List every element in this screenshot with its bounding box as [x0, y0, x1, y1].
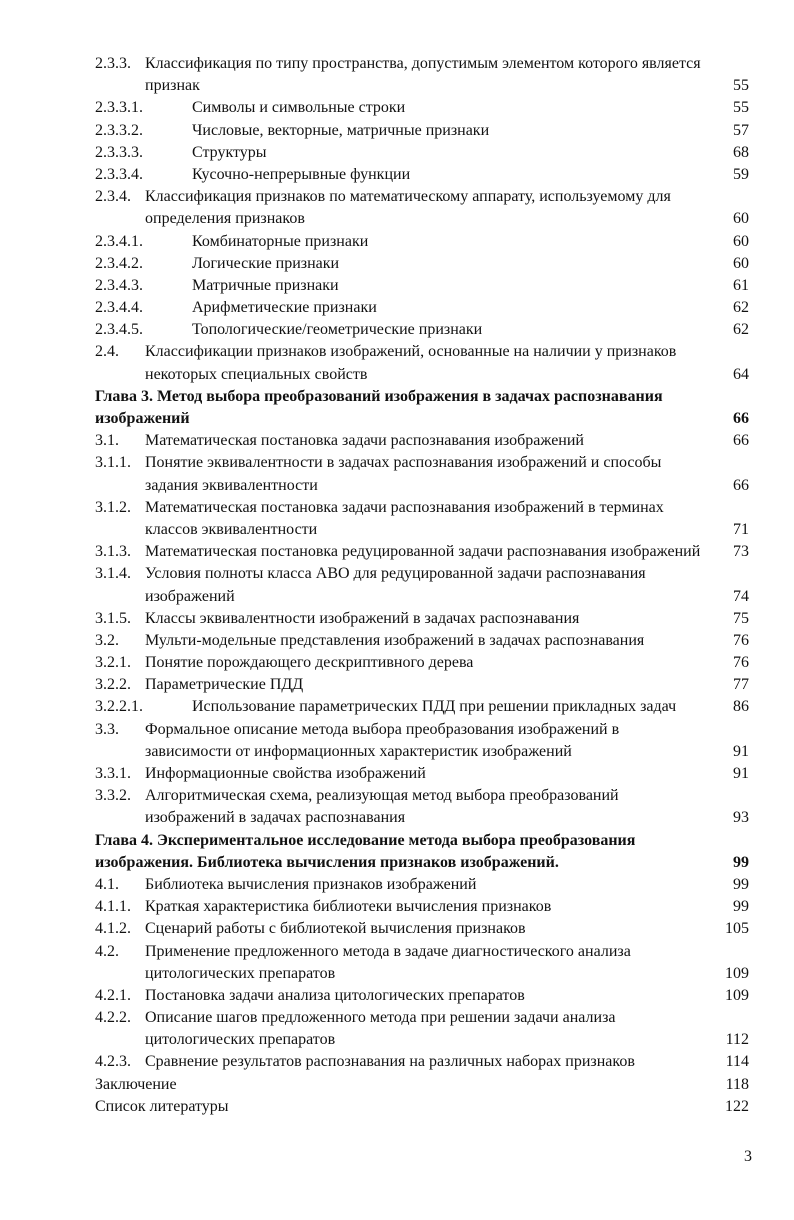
section-number: 2.3.4. [95, 188, 131, 206]
section-number: 4.1.2. [95, 920, 131, 938]
toc-line [95, 674, 749, 696]
section-number: 3.1.2. [95, 498, 131, 516]
page-ref: 66 [733, 476, 749, 494]
toc-entry [95, 120, 749, 142]
toc-line [95, 1096, 749, 1118]
toc-line [95, 918, 749, 940]
page-ref: 62 [733, 321, 749, 339]
toc-line [95, 630, 749, 652]
section-title: Топологические/геометрические признаки [192, 321, 483, 339]
page-ref: 59 [733, 165, 749, 183]
toc-line [95, 341, 749, 363]
toc-line [95, 1029, 749, 1051]
page-ref: 62 [733, 299, 749, 317]
section-title: Мульти-модельные представления изображений в задачах распознавания [145, 631, 645, 649]
section-title: Арифметические признаки [192, 299, 377, 317]
page-ref: 55 [733, 99, 749, 117]
toc-entry [95, 630, 749, 652]
toc-line [95, 97, 749, 119]
toc-line [95, 120, 749, 142]
toc-line [95, 541, 749, 563]
toc-line [95, 719, 749, 741]
page-ref: 76 [733, 654, 749, 672]
section-number: 2.3.4.5. [95, 321, 143, 339]
section-title: Понятие эквивалентности в задачах распознавания изображений и способы [145, 454, 662, 472]
page-ref: 64 [733, 365, 749, 383]
toc-line [95, 1051, 749, 1073]
toc-line [95, 164, 749, 186]
toc-line [95, 430, 749, 452]
toc-entry [95, 563, 749, 607]
page-ref: 112 [725, 1031, 749, 1049]
section-title: некоторых специальных свойств [145, 365, 368, 383]
toc-line [95, 608, 749, 630]
toc-line [95, 1074, 749, 1096]
section-title: Использование параметрических ПДД при решении прикладных задач [192, 698, 677, 716]
section-number: 2.4. [95, 343, 119, 361]
section-title: классов эквивалентности [145, 520, 318, 538]
section-number: 3.1.3. [95, 543, 131, 561]
section-title: Применение предложенного метода в задаче диагностического анализа [145, 942, 631, 960]
toc-entry [95, 896, 749, 918]
toc-line [95, 386, 749, 408]
section-title: Постановка задачи анализа цитологических препаратов [145, 986, 525, 1004]
toc-entry [95, 941, 749, 985]
toc-line [95, 741, 749, 763]
toc-line [95, 1007, 749, 1029]
section-title: изображений [145, 587, 235, 605]
toc-line [95, 364, 749, 386]
page-ref: 105 [725, 920, 749, 938]
section-number: 4.2.3. [95, 1053, 131, 1071]
toc-entry [95, 275, 749, 297]
section-number: 3.1.5. [95, 609, 131, 627]
section-title: изображений [95, 410, 190, 427]
toc-entry [95, 253, 749, 275]
page-ref: 57 [733, 121, 749, 139]
toc-entry [95, 541, 749, 563]
section-number: 3.1. [95, 432, 119, 450]
section-number: 3.2.1. [95, 654, 131, 672]
page-ref: 75 [733, 609, 749, 627]
toc-entry [95, 1007, 749, 1051]
toc-line [95, 519, 749, 541]
toc-line [95, 475, 749, 497]
toc-line [95, 408, 749, 430]
toc-chapter-entry [95, 1096, 749, 1118]
section-title: признак [145, 77, 200, 95]
toc-chapter-entry [95, 1074, 749, 1096]
toc-line [95, 275, 749, 297]
toc-entry [95, 696, 749, 718]
page-ref: 99 [733, 898, 749, 916]
section-title: Список литературы [95, 1097, 229, 1115]
section-number: 3.3.1. [95, 765, 131, 782]
page-ref: 77 [733, 676, 749, 694]
section-title: Краткая характеристика библиотеки вычисления признаков [145, 898, 552, 916]
page-ref: 76 [733, 631, 749, 649]
section-number: 2.3.4.2. [95, 254, 143, 272]
section-number: 2.3.4.4. [95, 299, 143, 317]
page-ref: 73 [733, 543, 749, 561]
section-title: Числовые, векторные, матричные признаки [192, 121, 490, 139]
section-title: Математическая постановка задачи распознавания изображений [145, 432, 584, 450]
toc-line [95, 186, 749, 208]
page-ref: 99 [733, 875, 749, 893]
page-ref: 122 [725, 1097, 749, 1115]
section-number: 2.3.3. [95, 55, 131, 72]
toc-line [95, 452, 749, 474]
section-title: Классы эквивалентности изображений в задачах распознавания [145, 609, 580, 627]
section-title: Кусочно-непрерывные функции [192, 165, 411, 183]
toc-line [95, 785, 749, 807]
section-number: 4.1. [95, 875, 119, 893]
section-number: 3.3. [95, 720, 119, 738]
page-ref: 66 [733, 432, 749, 450]
section-title: Описание шагов предложенного метода при решении задачи анализа [145, 1009, 616, 1027]
toc-line [95, 297, 749, 319]
toc-entry [95, 142, 749, 164]
section-number: 2.3.3.2. [95, 121, 143, 139]
toc-entry [95, 918, 749, 940]
section-number: 2.3.3.3. [95, 143, 143, 161]
section-number: 2.3.4.1. [95, 232, 143, 250]
page-ref: 55 [733, 77, 749, 95]
page-ref: 86 [733, 698, 749, 716]
page-number: 3 [744, 1148, 752, 1165]
toc-entry [95, 608, 749, 630]
section-title: Классификация по типу пространства, допустимым элементом которого является [145, 55, 701, 72]
toc-line [95, 75, 749, 97]
toc-line [95, 963, 749, 985]
page-ref: 60 [733, 232, 749, 250]
toc-entry [95, 985, 749, 1007]
toc-entry [95, 674, 749, 696]
section-title: Логические признаки [192, 254, 340, 272]
section-number: 4.2. [95, 942, 119, 960]
page-ref: 118 [725, 1075, 749, 1093]
toc-line [95, 874, 749, 896]
section-title: Сравнение результатов распознавания на различных наборах признаков [145, 1053, 635, 1071]
toc-entry [95, 785, 749, 829]
section-title: изображения. Библиотека вычисления признаков изображений. [95, 853, 559, 871]
section-title: Алгоритмическая схема, реализующая метод выбора преобразований [145, 787, 619, 805]
toc-line [95, 208, 749, 230]
page-ref: 99 [733, 853, 749, 871]
section-title: Символы и символьные строки [192, 99, 406, 117]
toc-line [95, 497, 749, 519]
toc-line [95, 586, 749, 608]
toc-entry [95, 164, 749, 186]
toc-entry [95, 341, 749, 385]
section-title: задания эквивалентности [145, 476, 318, 494]
section-title: Заключение [95, 1075, 177, 1093]
toc-line [95, 53, 749, 75]
toc-line [95, 231, 749, 253]
page-ref: 93 [733, 809, 749, 827]
toc-entry [95, 763, 749, 785]
section-title: Параметрические ПДД [145, 676, 304, 694]
toc-line [95, 830, 749, 852]
section-number: 2.3.3.1. [95, 99, 143, 117]
section-title: Понятие порождающего дескриптивного дерева [145, 654, 474, 672]
toc-entry [95, 652, 749, 674]
table-of-contents [95, 53, 749, 1118]
section-title: Классификация признаков по математическому аппарату, используемому для [145, 188, 671, 206]
toc-entry [95, 1051, 749, 1073]
toc-line [95, 696, 749, 718]
section-number: 3.3.2. [95, 787, 131, 805]
toc-entry [95, 430, 749, 452]
toc-entry [95, 874, 749, 896]
toc-line [95, 563, 749, 585]
page-ref: 60 [733, 210, 749, 228]
section-title: Глава 3. Метод выбора преобразований изображения в задачах распознавания [95, 387, 663, 405]
section-title: цитологических препаратов [145, 1031, 336, 1049]
section-number: 3.2.2.1. [95, 698, 143, 716]
page-ref: 91 [733, 765, 749, 782]
section-title: Структуры [192, 143, 267, 161]
section-title: зависимости от информационных характеристик изображений [145, 742, 572, 760]
toc-entry [95, 97, 749, 119]
page-ref: 74 [733, 587, 749, 605]
section-title: Классификации признаков изображений, основанные на наличии у признаков [145, 343, 677, 361]
section-number: 4.2.2. [95, 1009, 131, 1027]
section-number: 3.1.4. [95, 565, 131, 583]
toc-entry [95, 297, 749, 319]
page-ref: 68 [733, 143, 749, 161]
section-number: 3.1.1. [95, 454, 131, 472]
toc-line [95, 807, 749, 829]
toc-chapter-entry [95, 830, 749, 874]
section-title: Математическая постановка редуцированной задачи распознавания изображений [145, 543, 701, 561]
section-title: изображений в задачах распознавания [145, 809, 406, 827]
toc-line [95, 941, 749, 963]
section-title: определения признаков [145, 210, 305, 228]
section-title: Формальное описание метода выбора преобразования изображений в [145, 720, 620, 738]
section-title: Библиотека вычисления признаков изображений [145, 875, 477, 893]
section-title: Комбинаторные признаки [192, 232, 369, 250]
toc-entry [95, 319, 749, 341]
toc-line [95, 852, 749, 874]
toc-entry [95, 186, 749, 230]
toc-line [95, 985, 749, 1007]
toc-line [95, 763, 749, 785]
toc-chapter-entry [95, 386, 749, 430]
page-ref: 109 [725, 964, 749, 982]
toc-entry [95, 497, 749, 541]
section-title: Условия полноты класса АВО для редуцированной задачи распознавания [145, 565, 646, 583]
toc-line [95, 652, 749, 674]
section-title: Сценарий работы с библиотекой вычисления признаков [145, 920, 526, 938]
toc-line [95, 142, 749, 164]
section-number: 3.2.2. [95, 676, 131, 694]
section-number: 4.2.1. [95, 986, 131, 1004]
toc-entry [95, 53, 749, 97]
toc-entry [95, 452, 749, 496]
section-title: Глава 4. Экспериментальное исследование метода выбора преобразования [95, 831, 636, 849]
page-ref: 114 [725, 1053, 749, 1071]
page-ref: 109 [725, 986, 749, 1004]
page-ref: 71 [733, 520, 749, 538]
section-title: цитологических препаратов [145, 964, 336, 982]
page-ref: 60 [733, 254, 749, 272]
toc-entry [95, 231, 749, 253]
section-title: Матричные признаки [192, 276, 339, 294]
section-number: 4.1.1. [95, 898, 131, 916]
page-ref: 61 [733, 276, 749, 294]
toc-line [95, 253, 749, 275]
section-number: 3.2. [95, 631, 119, 649]
section-number: 2.3.4.3. [95, 276, 143, 294]
toc-line [95, 896, 749, 918]
section-title: Информационные свойства изображений [145, 765, 426, 782]
page-ref: 91 [733, 742, 749, 760]
page-ref: 66 [733, 410, 749, 427]
section-number: 2.3.3.4. [95, 165, 143, 183]
toc-entry [95, 719, 749, 763]
toc-line [95, 319, 749, 341]
section-title: Математическая постановка задачи распознавания изображений в терминах [145, 498, 664, 516]
